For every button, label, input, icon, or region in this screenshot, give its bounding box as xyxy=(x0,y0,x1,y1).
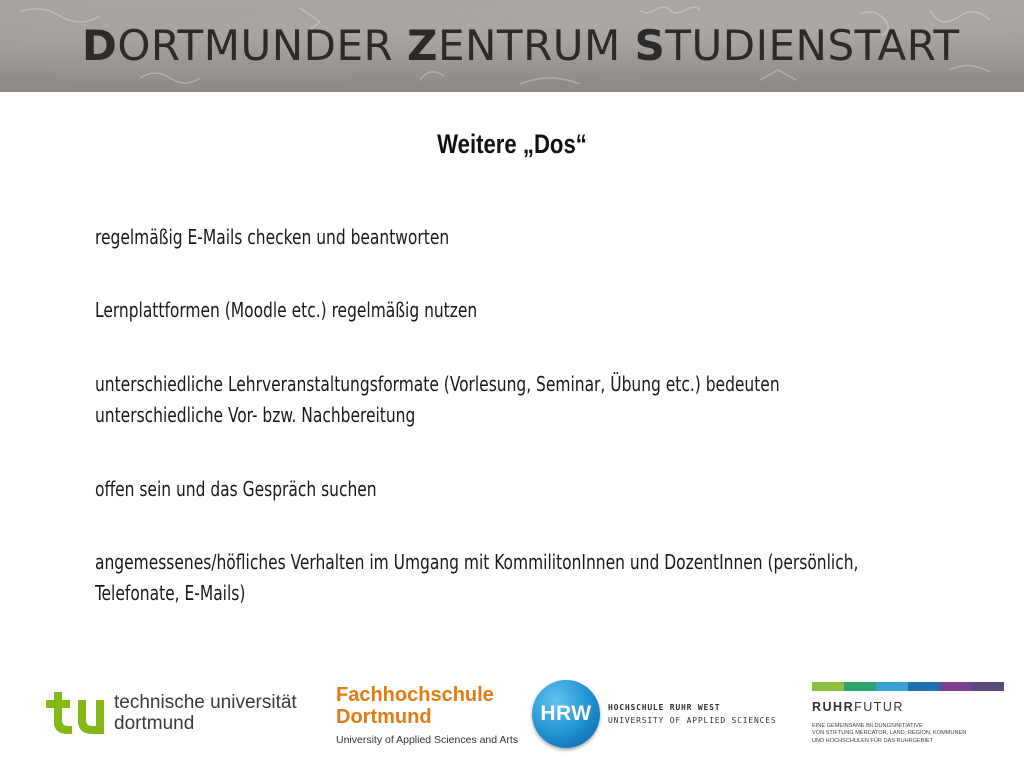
list-item xyxy=(95,222,955,253)
ruhrfutur-subtitle-line: UND HOCHSCHULEN FÜR DAS RUHRGEBIET xyxy=(812,737,934,744)
list-item-line: Telefonate, E-Mails) xyxy=(95,581,246,605)
list-item xyxy=(95,369,955,431)
tu-dortmund-logo xyxy=(46,690,306,742)
hrw-mark-text: HRW xyxy=(540,702,592,725)
hrw-logo xyxy=(532,680,792,756)
list-item-line: unterschiedliche Lehrveranstaltungsformate (Vorlesung, Seminar, Übung etc.) bedeuten xyxy=(95,372,780,396)
list-item xyxy=(95,474,955,505)
ruhrfutur-name: RUHRFUTUR xyxy=(812,700,904,714)
title-part-3: STUDIENSTART xyxy=(634,21,960,70)
list-item-line: regelmäßig E-Mails checken und beantworten xyxy=(95,225,450,249)
hrw-mark-icon xyxy=(532,680,600,748)
slide-heading: Weitere „Dos“ xyxy=(437,129,587,159)
title-part-1: DORTMUNDER xyxy=(82,21,408,70)
color-segment xyxy=(940,682,972,691)
fh-name-line1: Fachhochschule xyxy=(336,684,494,706)
list-item-line: Lernplattformen (Moodle etc.) regelmäßig nutzen xyxy=(95,298,478,322)
fh-dortmund-logo xyxy=(336,684,519,760)
color-segment xyxy=(876,682,908,691)
list-item xyxy=(95,547,955,609)
tu-name xyxy=(114,692,297,734)
ruhrfutur-color-bar xyxy=(812,682,1004,691)
color-segment xyxy=(972,682,1004,691)
ruhrfutur-logo xyxy=(812,682,1004,762)
header-banner xyxy=(0,0,1024,92)
tu-name-line1: technische universität xyxy=(114,692,297,713)
ruhrfutur-subtitle xyxy=(812,723,1004,745)
color-segment xyxy=(844,682,876,691)
hrw-name-line1: HOCHSCHULE RUHR WEST xyxy=(608,703,721,712)
list-item-line: offen sein und das Gespräch suchen xyxy=(95,477,377,501)
hrw-name xyxy=(608,701,777,727)
fh-name-line2: Dortmund xyxy=(336,706,432,728)
tu-name-line2: dortmund xyxy=(114,713,195,734)
list-item-line: angemessenes/höfliches Verhalten im Umgang mit KommilitonInnen und DozentInnen (persönlich, xyxy=(95,550,859,574)
ruhrfutur-subtitle-line: EINE GEMEINSAME BILDUNGSINITIATIVE xyxy=(812,723,923,729)
fh-name xyxy=(336,684,516,728)
tu-mark-icon xyxy=(46,692,106,736)
hrw-name-line2: UNIVERSITY OF APPLIED SCIENCES xyxy=(608,716,777,725)
color-segment xyxy=(812,682,844,691)
list-item xyxy=(95,295,955,326)
site-title xyxy=(82,20,960,72)
footer-logos xyxy=(0,670,1024,768)
fh-subtitle: University of Applied Sciences and Arts xyxy=(336,734,519,746)
color-segment xyxy=(908,682,940,691)
list-item-line: unterschiedliche Vor- bzw. Nachbereitung xyxy=(95,403,416,427)
title-part-2: ZENTRUM xyxy=(407,21,635,70)
ruhrfutur-subtitle-line: VON STIFTUNG MERCATOR, LAND, REGION, KOMMUNEN xyxy=(812,730,967,737)
